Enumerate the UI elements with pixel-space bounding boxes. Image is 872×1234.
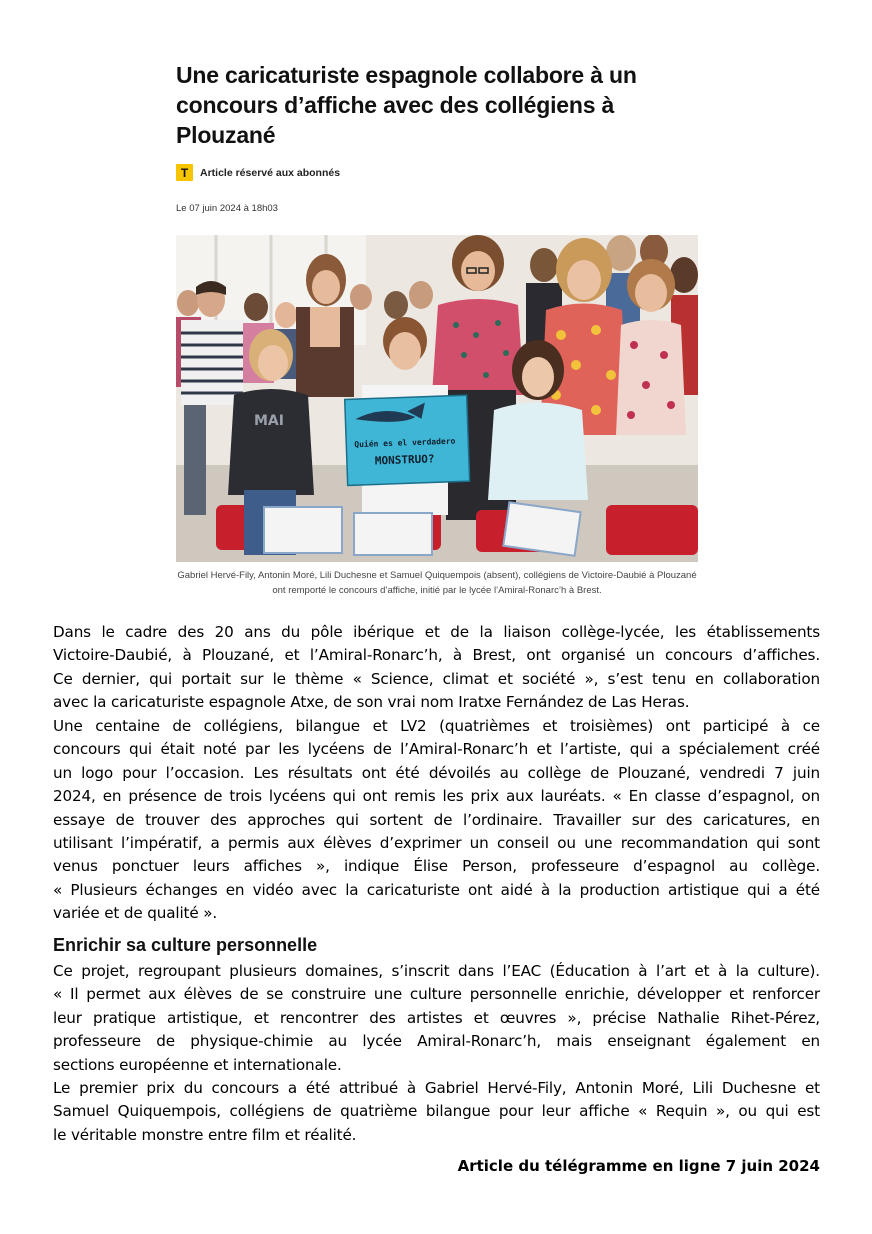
group-photo-illustration <box>176 235 698 562</box>
paragraph-line: le véritable monstre entre film et réalité. <box>53 1125 357 1144</box>
paragraph-line: venus ponctuer leurs affiches », indique Élise Person, professeure d’espagnol au collège. <box>53 857 820 876</box>
paragraph-line: Victoire-Daubié, à Plouzané, et l’Amiral-Ronarc’h, à Brest, ont organisé un concours d’affiches. <box>53 646 820 665</box>
publication-date: Le 07 juin 2024 à 18h03 <box>176 203 278 214</box>
paragraph-line: variée et de qualité ». <box>53 904 218 923</box>
paragraph-line: 2024, en présence de trois lycéens qui ont remis les prix aux lauréats. « En classe d’espagnol, on <box>53 787 820 806</box>
svg-text:MAI: MAI <box>254 413 284 429</box>
paragraph-line: Ce dernier, qui portait sur le thème « Science, climat et société », s’est tenu en collaboration <box>53 669 820 688</box>
photo-caption: Gabriel Hervé-Fily, Antonin Moré, Lili Duchesne et Samuel Quiquempois (absent), collégiens de Victoire-Daubié à Plouzané ont remporté le concours d’affiche, initié par le lycée l’Amiral-Ronarc’h à Brest. <box>177 570 697 596</box>
paragraph-line: utilisant l’impératif, a permis aux élèves d’exprimer un conseil ou une recommandation qui sont <box>53 834 820 853</box>
paragraph-contest <box>53 715 820 926</box>
paragraph-prize <box>53 1077 820 1147</box>
paragraph-line: sections européenne et internationale. <box>53 1055 342 1074</box>
paragraph-line: avec la caricaturiste espagnole Atxe, de son vrai nom Iratxe Fernández de Las Heras. <box>53 693 690 712</box>
section-heading: Enrichir sa culture personnelle <box>53 935 318 955</box>
paragraph-line: leur pratique artistique, et rencontrer des artistes et œuvres », précise Nathalie Rihet-Pérez, <box>53 1008 820 1027</box>
paragraph-line: un logo pour l’occasion. Les résultats ont été dévoilés au collège de Plouzané, vendredi 7 juin <box>53 763 820 782</box>
paragraph-line: Une centaine de collégiens, bilangue et LV2 (quatrièmes et troisièmes) ont participé à ce <box>53 717 820 735</box>
paragraph-line: « Il permet aux élèves de se construire une culture personnelle enrichie, développer et renforcer <box>53 985 820 1004</box>
paragraph-line: professeure de physique-chimie au lycée Amiral-Ronarc’h, mais enseignant également en <box>53 1032 820 1051</box>
paragraph-eac <box>53 960 820 1077</box>
poster-text-2: MONSTRUO? <box>374 452 435 468</box>
paragraph-intro <box>53 621 820 715</box>
paragraph-line: concours qui était noté par les lycéens de l’Amiral-Ronarc’h et l’artiste, qui a spécialement créé <box>53 740 820 759</box>
paragraph-line: essaye de trouver des approches qui sortent de l’ordinaire. Travailler sur des caricatures, en <box>53 810 820 829</box>
paragraph-line: Ce projet, regroupant plusieurs domaines, s’inscrit dans l’EAC (Éducation à l’art et à la culture). <box>53 962 820 980</box>
subscriber-t-icon: T <box>176 164 193 181</box>
paragraph-line: Le premier prix du concours a été attribué à Gabriel Hervé-Fily, Antonin Moré, Lili Duchesne et <box>53 1079 820 1097</box>
paragraph-line: Samuel Quiquempois, collégiens de quatrième bilangue pour leur affiche « Requin », ou qui est <box>53 1102 820 1121</box>
subscriber-badge <box>176 164 340 181</box>
article-photo <box>176 235 698 562</box>
paragraph-line: « Plusieurs échanges en vidéo avec la caricaturiste ont aidé à la production artistique qui a été <box>53 880 820 899</box>
poster-text-1: Quién es el verdadero <box>354 436 456 450</box>
article-source: Article du télégramme en ligne 7 juin 2024 <box>457 1157 820 1175</box>
article-title: Une caricaturiste espagnole collabore à un concours d’affiche avec des collégiens à Plouzané <box>176 62 637 148</box>
prize-poster <box>345 395 470 485</box>
paragraph-line: Dans le cadre des 20 ans du pôle ibérique et de la liaison collège-lycée, les établissements <box>53 623 820 641</box>
subscriber-badge-label: Article réservé aux abonnés <box>200 166 341 179</box>
